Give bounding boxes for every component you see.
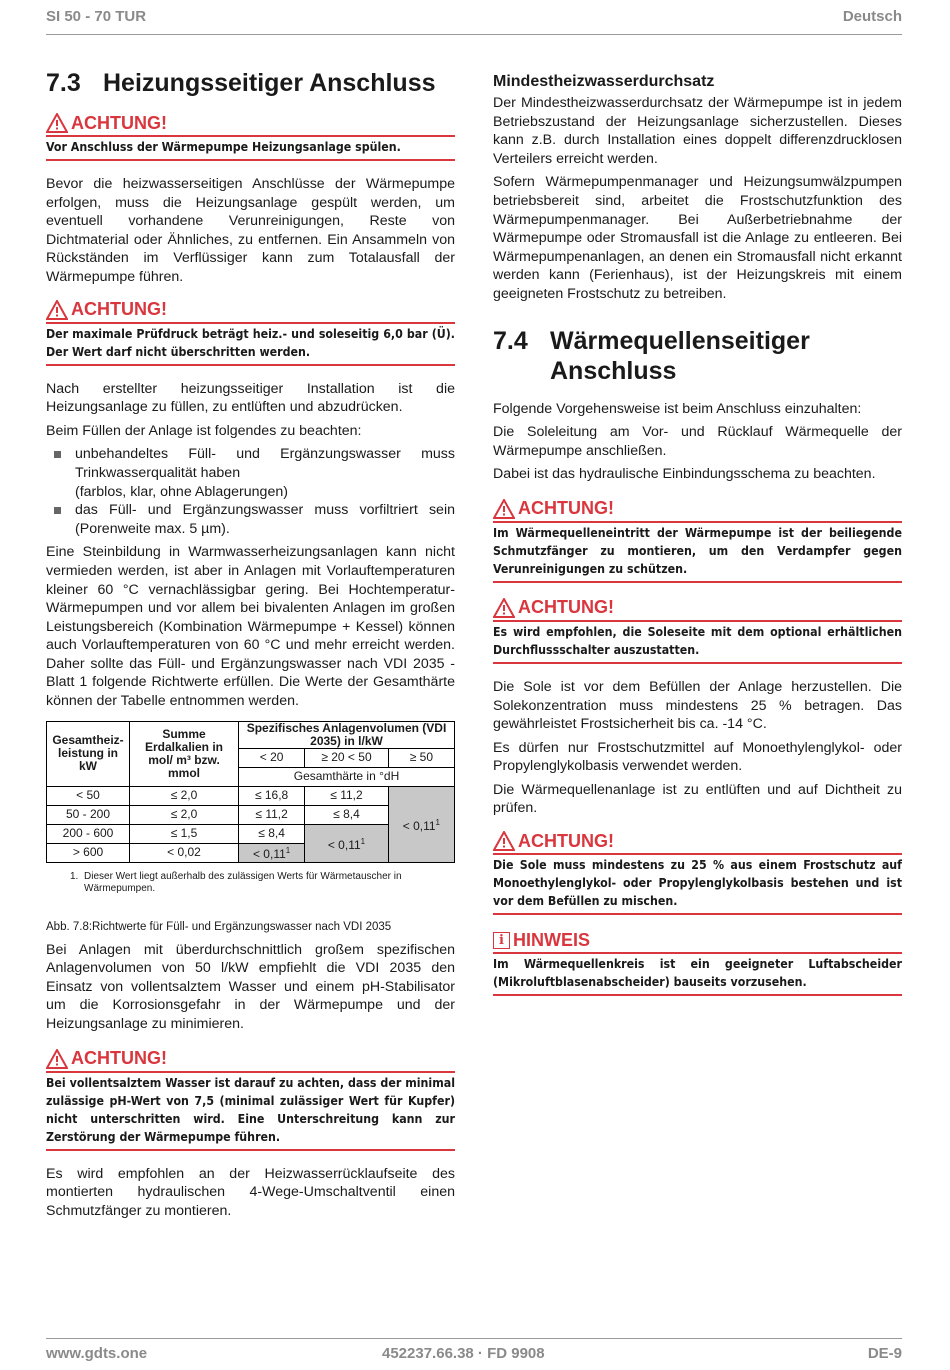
warning-text: Der maximale Prüfdruck beträgt heiz.- und soleseitig 6,0 bar (Ü). Der Wert darf nicht überschritten werden. [46, 324, 455, 366]
table-header-cell: Summe Erdalkalien in mol/ m³ bzw. mmol [130, 721, 239, 786]
warning-box [493, 830, 902, 915]
hint-text: Im Wärmequellenkreis ist ein geeigneter Luftabscheider (Mikroluftblasenabscheider) bauseits vorzusehen. [493, 954, 902, 996]
paragraph: Es wird empfohlen an der Heizwasserrücklaufseite des montierten hydraulischen 4-Wege-Umschaltventil einen Schmutzfänger zu montieren. [46, 1165, 455, 1219]
paragraph: Die Soleleitung am Vor- und Rücklauf Wärmequelle der Wärmepumpe anschließen. [493, 424, 902, 459]
section-heading-7-3: 7.3 Heizungsseitiger Anschluss [46, 69, 436, 97]
paragraph: Nach erstellter heizungsseitiger Installation ist die Heizungsanlage zu füllen, zu entlüften und abzudrücken. [46, 380, 455, 416]
warning-box [46, 1048, 455, 1151]
warning-box [493, 597, 902, 664]
table-header-cell: ≥ 50 [388, 748, 454, 767]
paragraph: Dabei ist das hydraulische Einbindungsschema zu beachten. [493, 466, 876, 483]
left-column [46, 68, 455, 1225]
warning-label: ACHTUNG! [518, 498, 614, 519]
warning-triangle-icon [46, 1049, 68, 1069]
subheading: Mindestheizwasserdurchsatz [493, 73, 715, 90]
table-cell-merged: < $0,11^1$ [305, 824, 389, 862]
water-values-table [46, 721, 455, 863]
paragraph: Eine Steinbildung in Warmwasserheizungsanlagen kann nicht vermieden werden, ist aber in Anlagen mit Vorlauftemperaturen kleiner 60 °C vernachlässigbar gering. Bei Hochtemperatur-Wärmepumpen und vor allem bei bivalenten Anlagen im großen Leistungsbereich (Kombination Wärmepumpe + Kessel) können auch Vorlauftemperaturen von 60 °C und mehr erreicht werden. Daher sollte das Füll- und Ergänzungswasser nach VDI 2035 - Blatt 1 folgende Richtwerte erfüllen. Die Werte der Gesamthärte können der Tabelle entnommen werden. [46, 544, 455, 710]
table-header-cell: < 20 [239, 748, 305, 767]
table-footnote: 1. Dieser Wert liegt außerhalb des zulässigen Werts für Wärmetauscher in Wärmepumpen. [70, 870, 402, 894]
warning-label: ACHTUNG! [518, 597, 614, 618]
warning-text: Im Wärmequelleneintritt der Wärmepumpe ist der beiliegende Schmutzfänger zu montieren, um den Verdampfer gegen Verunreinigungen zu schützen. [493, 523, 902, 583]
footer-doc-number: 452237.66.38 · FD 9908 [382, 1345, 545, 1362]
warning-label: ACHTUNG! [518, 830, 614, 851]
warning-label: ACHTUNG! [71, 112, 167, 133]
warning-triangle-icon [493, 831, 515, 851]
table-cell-merged: < $0,11^1$ [388, 786, 454, 862]
bullet-list [46, 445, 455, 538]
warning-triangle-icon [46, 300, 68, 320]
info-icon: i [493, 932, 510, 949]
table-row: < 50 ≤ 2,0 ≤ 16,8 ≤ 11,2 < $0,11^1$ [47, 786, 455, 805]
list-item: unbehandeltes Füll- und Ergänzungswasser muss Trinkwasserqualität haben (farblos, klar, ohne Ablagerungen) [46, 445, 455, 501]
header-language: Deutsch [842, 8, 902, 25]
paragraph: Der Mindestheizwasserdurchsatz der Wärmepumpe ist in jedem Betriebszustand der Heizungsanlage sicherzustellen. Dieses kann z.B. durch Installation eines doppelt differenzdrucklosen Verteilers erreicht werden. [493, 95, 902, 167]
table-row: 50 - 200 ≤ 2,0 ≤ 11,2 ≤ 8,4 [47, 805, 455, 824]
warning-label: ACHTUNG! [71, 299, 167, 320]
page-footer [46, 1338, 902, 1362]
paragraph: Es dürfen nur Frostschutzmittel auf Monoethylenglykol- oder Propylenglykolbasis verwendet werden. [493, 739, 902, 775]
table-header-cell: Gesamthärte in °dH [239, 767, 455, 786]
paragraph: Bei Anlagen mit überdurchschnittlich großem spezifischen Anlagenvolumen von 50 l/kW empfiehlt die VDI 2035 den Einsatz von vollentsalztem Wasser und einem pH-Stabilisator um die Korrosionsgefahr in der Wärmepumpe und der Heizungsanlage zu minimieren. [46, 941, 455, 1033]
table-header-cell: ≥ 20 < 50 [305, 748, 389, 767]
header-model: SI 50 - 70 TUR [46, 8, 147, 25]
figure-caption: Abb. 7.8:Richtwerte für Füll- und Ergänzungswasser nach VDI 2035 [46, 920, 392, 933]
paragraph: Die Wärmequellenanlage ist zu entlüften und auf Dichtheit zu prüfen. [493, 781, 902, 817]
warning-box [46, 299, 455, 366]
warning-triangle-icon [46, 113, 68, 133]
table-row: > 600 < 0,02 < $0,11^1$ [47, 843, 455, 862]
right-column [493, 72, 902, 1010]
paragraph: Beim Füllen der Anlage ist folgendes zu beachten: [46, 422, 362, 439]
paragraph: Bevor die heizwasserseitigen Anschlüsse der Wärmepumpe erfolgen, muss die Heizungsanlage gespült werden, um eventuell vorhandene Verunreinigungen, Reste von Dichtmaterial oder Ähnliches, zu entfernen. Ein Ansammeln von Rückständen im Verflüssiger kann zum Totalausfall der Wärmepumpe führen. [46, 176, 455, 285]
footer-website: www.gdts.one [46, 1345, 148, 1362]
paragraph: Folgende Vorgehensweise ist beim Anschluss einzuhalten: [493, 400, 862, 417]
list-item: das Füll- und Ergänzungswasser muss vorfiltriert sein (Porenweite max. 5 µm). [46, 501, 455, 538]
hint-label: HINWEIS [513, 929, 591, 950]
warning-text: Vor Anschluss der Wärmepumpe Heizungsanlage spülen. [46, 137, 455, 161]
page-header [46, 8, 902, 35]
warning-box [46, 112, 455, 161]
warning-text: Bei vollentsalztem Wasser ist darauf zu achten, dass der minimal zulässige pH-Wert von 7,5 (minimal zulässiger Wert für Kupfer) nicht unterschritten wird. Eine Unterschreitung kann zur Zerstörung der Wärmepumpe führen. [46, 1073, 455, 1151]
hint-box [493, 929, 902, 996]
warning-label: ACHTUNG! [71, 1048, 167, 1069]
warning-text: Die Sole muss mindestens zu 25 % aus einem Frostschutz auf Monoethylenglykol- oder Propylenglykolbasis bestehen und ist vor dem Befüllen zu mischen. [493, 855, 902, 915]
table-row: 200 - 600 ≤ 1,5 ≤ 8,4 < $0,11^1$ [47, 824, 455, 843]
footer-page-number: DE-9 [867, 1345, 902, 1362]
table-header-cell: Gesamtheiz-leistung in kW [47, 721, 130, 786]
section-heading-7-4: 7.4 Wärmequellenseitiger Anschluss [493, 326, 810, 385]
paragraph: Die Sole ist vor dem Befüllen der Anlage herzustellen. Die Solekonzentration muss mindestens 25 % betragen. Das gewährleistet Frostsicherheit bis ca. -14 °C. [493, 678, 902, 733]
paragraph: Sofern Wärmepumpenmanager und Heizungsumwälzpumpen betriebsbereit sind, arbeitet die Frostschutzfunktion des Wärmepumpenmanager. Bei Außerbetriebnahme der Wärmepumpe oder Stromausfall ist die Anlage zu entleeren. Bei Wärmepumpenanlagen, an denen ein Stromausfall nicht erkannt werden kann (Ferienhaus), ist der Heizungskreis mit einem geeigneten Frostschutz zu betreiben. [493, 174, 902, 302]
warning-triangle-icon [493, 499, 515, 519]
warning-box [493, 498, 902, 583]
warning-triangle-icon [493, 598, 515, 618]
warning-text: Es wird empfohlen, die Soleseite mit dem optional erhältlichen Durchflussschalter auszustatten. [493, 622, 902, 664]
table-header-cell: Spezifisches Anlagenvolumen (VDI 2035) in l/kW [239, 721, 455, 748]
